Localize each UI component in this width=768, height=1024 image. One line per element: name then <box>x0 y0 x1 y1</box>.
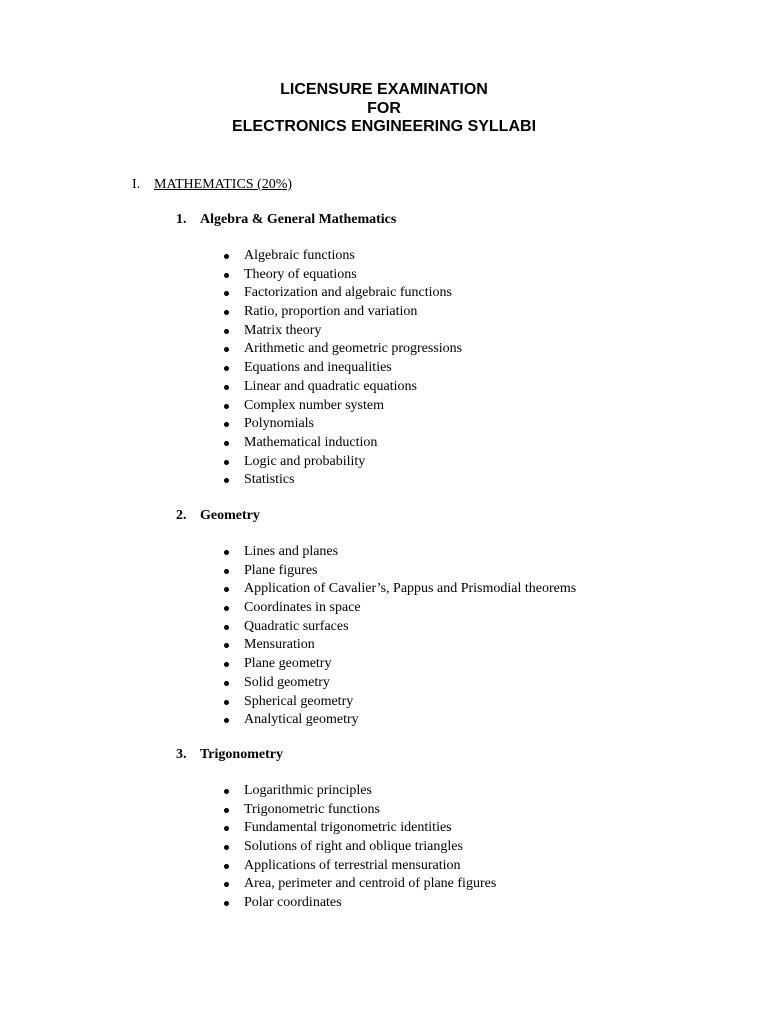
list-item: Trigonometric functions <box>0 801 496 820</box>
list-item: Lines and planes <box>0 543 576 562</box>
list-item: Polynomials <box>0 415 462 434</box>
section-heading <box>132 175 292 195</box>
list-item: Factorization and algebraic functions <box>0 284 462 303</box>
list-item: Analytical geometry <box>0 711 576 730</box>
list-item: Ratio, proportion and variation <box>0 303 462 322</box>
list-item: Coordinates in space <box>0 599 576 618</box>
title-line-3: ELECTRONICS ENGINEERING SYLLABI <box>231 118 537 135</box>
list-item: Algebraic functions <box>0 247 462 266</box>
list-item: Mensuration <box>0 636 576 655</box>
list-item: Plane geometry <box>0 655 576 674</box>
list-item: Equations and inequalities <box>0 359 462 378</box>
section-title: MATHEMATICS (20%) <box>154 177 293 192</box>
topic-list-geometry <box>0 543 576 730</box>
list-item: Quadratic surfaces <box>0 618 576 637</box>
list-item: Logarithmic principles <box>0 782 496 801</box>
document-title <box>0 81 768 137</box>
subsection-heading-geometry <box>176 506 260 526</box>
list-item: Applications of terrestrial mensuration <box>0 857 496 876</box>
list-item: Plane figures <box>0 562 576 581</box>
list-item: Fundamental trigonometric identities <box>0 819 496 838</box>
list-item: Spherical geometry <box>0 693 576 712</box>
list-item: Solutions of right and oblique triangles <box>0 838 496 857</box>
subsection-number: 1. <box>176 212 187 227</box>
subsection-title: Algebra & General Mathematics <box>200 212 397 227</box>
list-item: Solid geometry <box>0 674 576 693</box>
title-line-2: FOR <box>367 99 401 117</box>
list-item: Matrix theory <box>0 322 462 341</box>
subsection-title: Trigonometry <box>200 747 283 762</box>
section-number: I. <box>132 177 141 192</box>
list-item: Complex number system <box>0 397 462 416</box>
title-line-1: LICENSURE EXAMINATION <box>280 81 488 98</box>
list-item: Application of Cavalier’s, Pappus and Prismodial theorems <box>0 580 576 599</box>
list-item: Linear and quadratic equations <box>0 378 462 397</box>
list-item: Polar coordinates <box>0 894 496 913</box>
subsection-heading-algebra <box>176 210 396 230</box>
list-item: Arithmetic and geometric progressions <box>0 340 462 359</box>
list-item: Mathematical induction <box>0 434 462 453</box>
topic-list-algebra <box>0 247 462 490</box>
subsection-title: Geometry <box>200 508 260 523</box>
subsection-heading-trigonometry <box>176 745 283 765</box>
topic-list-trigonometry <box>0 782 496 913</box>
subsection-number: 2. <box>176 508 187 523</box>
list-item: Theory of equations <box>0 266 462 285</box>
list-item: Statistics <box>0 471 462 490</box>
list-item: Logic and probability <box>0 453 462 472</box>
list-item: Area, perimeter and centroid of plane figures <box>0 875 496 894</box>
subsection-number: 3. <box>176 747 187 762</box>
